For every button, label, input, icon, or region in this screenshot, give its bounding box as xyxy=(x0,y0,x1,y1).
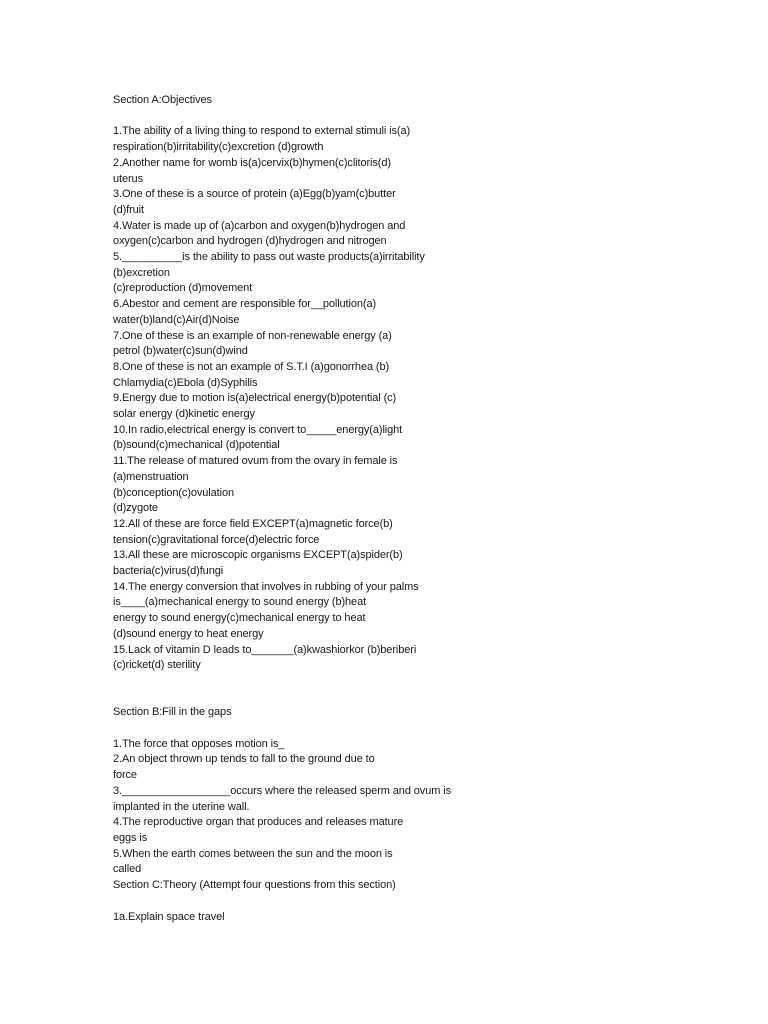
section-a-line: 15.Lack of vitamin D leads to_______(a)kwashiorkor (b)beriberi xyxy=(113,643,417,656)
section-a-line: (c)ricket(d) sterility xyxy=(113,659,201,672)
section-a-line: petrol (b)water(c)sun(d)wind xyxy=(113,345,248,358)
section-a-line: Chlamydia(c)Ebola (d)Syphilis xyxy=(113,376,258,389)
section-a-line: 13.All these are microscopic organisms EXCEPT(a)spider(b) xyxy=(113,549,403,562)
section-b-line: implanted in the uterine wall. xyxy=(113,800,250,813)
section-b-line: 2.An object thrown up tends to fall to the ground due to xyxy=(113,753,375,766)
section-a-questions xyxy=(113,124,513,674)
section-b-line: force xyxy=(113,769,137,782)
section-a-line: 10.In radio,electrical energy is convert to_____energy(a)light xyxy=(113,423,403,436)
section-b-heading: Section B:Fill in the gaps xyxy=(113,706,232,719)
section-a-line: bacteria(c)virus(d)fungi xyxy=(113,565,224,578)
section-a-line: 11.The release of matured ovum from the ovary in female is xyxy=(113,455,398,468)
section-a-line: 14.The energy conversion that involves in rubbing of your palms xyxy=(113,580,419,593)
section-a-line: (d)sound energy to heat energy xyxy=(113,627,264,640)
section-c-line: 1a.Explain space travel xyxy=(113,910,225,923)
spacer xyxy=(113,721,513,737)
document-content xyxy=(113,93,513,925)
section-a-heading: Section A:Objectives xyxy=(113,94,212,106)
section-a-line: 5.__________is the ability to pass out waste products(a)irritability xyxy=(113,251,425,264)
section-a-line: 3.One of these is a source of protein (a)Egg(b)yam(c)butter xyxy=(113,188,396,201)
section-b-line: eggs is xyxy=(113,832,148,844)
section-a-line: 1.The ability of a living thing to respond to external stimuli is(a) xyxy=(113,125,411,138)
section-a-line: (b)sound(c)mechanical (d)potential xyxy=(113,439,280,452)
spacer xyxy=(113,109,513,125)
section-a-line: solar energy (d)kinetic energy xyxy=(113,408,255,421)
section-b-line: 5.When the earth comes between the sun and the moon is xyxy=(113,847,393,860)
section-a-line: (d)zygote xyxy=(113,502,158,515)
section-a-line: 6.Abestor and cement are responsible for__pollution(a) xyxy=(113,298,377,311)
spacer xyxy=(113,674,513,705)
section-a-line: oxygen(c)carbon and hydrogen (d)hydrogen and nitrogen xyxy=(113,235,387,248)
section-a-line: (a)menstruation xyxy=(113,470,189,483)
section-a-line: (b)excretion xyxy=(113,266,170,279)
section-a-line: uterus xyxy=(113,172,143,185)
section-a-line: 7.One of these is an example of non-renewable energy (a) xyxy=(113,329,392,342)
section-a-line: 8.One of these is not an example of S.T.I (a)gonorrhea (b) xyxy=(113,360,390,373)
section-b-questions xyxy=(113,737,513,878)
section-a-line: (b)conception(c)ovulation xyxy=(113,486,235,499)
section-a-line: water(b)land(c)Air(d)Noise xyxy=(113,313,240,326)
section-b-line: called xyxy=(113,863,142,876)
section-b-line: 4.The reproductive organ that produces and releases mature xyxy=(113,816,404,829)
section-a-line: 9.Energy due to motion is(a)electrical energy(b)potential (c) xyxy=(113,392,397,405)
spacer xyxy=(113,894,513,910)
section-a-line: 4.Water is made up of (a)carbon and oxygen(b)hydrogen and xyxy=(113,219,406,232)
section-a-line: 2.Another name for womb is(a)cervix(b)hymen(c)clitoris(d) xyxy=(113,156,391,169)
section-a-line: (d)fruit xyxy=(113,203,144,216)
section-c-heading: Section C:Theory (Attempt four questions from this section) xyxy=(113,879,396,892)
section-a-line: is____(a)mechanical energy to sound energy (b)heat xyxy=(113,596,367,609)
section-a-line: tension(c)gravitational force(d)electric force xyxy=(113,533,320,546)
section-b-line: 1.The force that opposes motion is_ xyxy=(113,737,285,750)
section-a-line: energy to sound energy(c)mechanical energy to heat xyxy=(113,612,366,625)
section-a-line: respiration(b)irritability(c)excretion (d)growth xyxy=(113,141,324,154)
section-c-questions xyxy=(113,910,513,926)
section-b-line: 3.__________________occurs where the released sperm and ovum is xyxy=(113,784,451,797)
section-a-line: 12.All of these are force field EXCEPT(a)magnetic force(b) xyxy=(113,517,393,530)
section-a-line: (c)reproduction (d)movement xyxy=(113,282,253,295)
